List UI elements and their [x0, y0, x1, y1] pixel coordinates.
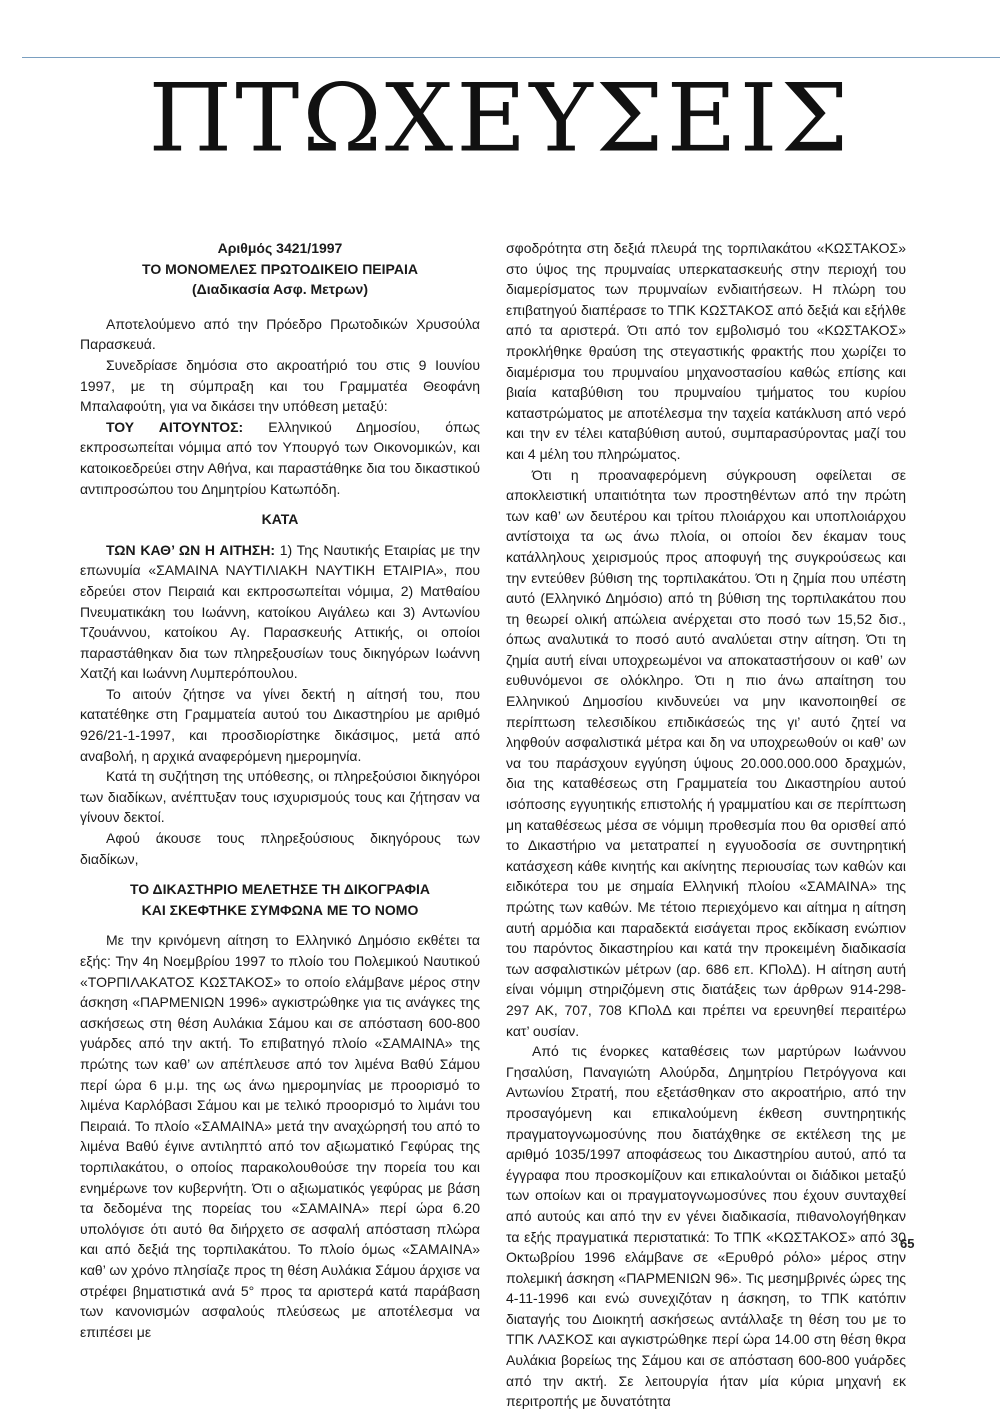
paragraph: Από τις ένορκες καταθέσεις των μαρτύρων Ιωάννου Γησαλύση, Παναγιώτη Αλούρδα, Δημητρίου Πετρόγγονα και Αντωνίου Στρατή, που εξετάσθηκαν στο ακροατήριο, από την προσαγόμενη και επικαλούμενη έκθεση συντηρητικής πραγματογνωμοσύνης που διατάχθηκε σε εκτέλεση της με αριθμό 1035/1997 αποφάσεως του Δικαστηρίου αυτού, από τα έγγραφα που προσκομίζουν και επικαλούνται οι διάδικοι μεταξύ των οποίων και οι πραγματογνωμοσύνες που έχουν συνταχθεί από αυτούς και από την εν γένει διαδικασία, πιθανολογήθηκαν τα εξής πραγματικά περιστατικά: Το ΤΠΚ «ΚΩΣΤΑΚΟΣ» από 30 Οκτωβρίου 1996 ελάμβανε σε «Ερυθρό ρόλο» μέρος στην πολεμική άσκηση «ΠΑΡΜΕΝΙΩΝ 96». Τις μεσημβρινές ώρες της 4-11-1996 και ενώ συνεχιζόταν η άσκηση, το ΤΠΚ κατόπιν διαταγής του Διοικητή ασκήσεως αντάλλαξε τη θέση του με το ΤΠΚ ΛΑΣΚΟΣ και αγκιστρώθηκε περί ώρα 14.00 στη θέση θκρα Αυλάκια βορείως της Σάμου και σε απόσταση 600-800 γυάρδες από την ακτή. Σε λειτουργία ήταν μία κύρια μηχανή εκ περιτροπής με δυνατότητα — [506, 1043, 906, 1410]
court-studied-heading: ΤΟ ΔΙΚΑΣΤΗΡΙΟ ΜΕΛΕΤΗΣΕ ΤΗ ΔΙΚΟΓΡΑΦΙΑ — [129, 881, 431, 898]
paragraph: Αποτελούμενο από την Πρόεδρο Πρωτοδικών Χρυσούλα Παρασκευά. — [80, 315, 480, 353]
paragraph: Κατά τη συζήτηση της υπόθεσης, οι πληρεξούσιοι δικηγόροι των διαδίκων, ανέπτυξαν τους ισχυρισμούς τους και ζήτησαν να γίνουν δεκτοί. — [80, 768, 480, 826]
right-column — [506, 238, 906, 1412]
paragraph: Με την κρινόμενη αίτηση το Ελληνικό Δημόσιο εκθέτει τα εξής: Την 4η Νοεμβρίου 1997 το πλοίο του Πολεμικού Ναυτικού «ΤΟΡΠΙΛΑΚΑΤΟΣ ΚΩΣΤΑΚΟΣ» το οποίο ελάμβανε μέρος στην άσκηση «ΠΑΡΜΕΝΙΩΝ 1996» αγκιστρώθηκε για τις ανάγκες της ασκήσεως στη θέση Αυλάκια Σάμου και σε απόσταση 600-800 γυάρδες από την ακτή. Το επιβατηγό πλοίο «ΣΑΜΑΙΝΑ» της πρώτης των καθ’ ων απέπλευσε από τον λιμένα Βαθύ Σάμου περί ώρα 6 μ.μ. της ως άνω ημερομηνίας με προορισμό το λιμένα Καρλόβασι Σάμου και με τελικό προορισμό το λιμάνι του Πειραιά. Το πλοίο «ΣΑΜΑΙΝΑ» μετά την αναχώρησή του από το λιμένα Βαθύ έγινε αντιληπτό από τον αξιωματικό Γεφύρας της τορπιλακάτου, ο οποίος παρακολουθούσε την πορεία του και ενημέρωνε τον κυβερνήτη. Ότι ο αξιωματικός γεφύρας με βάση τα δεδομένα της πορείας του «ΣΑΜΑΙΝΑ» περί ώρα 6.20 υπολόγισε ότι αυτό θα διήρχετο σε ασφαλή απόσταση πλώρα και από δεξιά της τορπιλακάτου. Το πλοίο όμως «ΣΑΜΑΙΝΑ» καθ’ ων χρόνο πλησίαζε προς τη θέση Αυλάκια Σάμου άρχισε να στρέφει βηματιστικά ανά 5° προς τα αριστερά κατά παράβαση των κανονισμών ασφαλούς πλεύσεως με αποτέλεσμα να επιπέσει με — [80, 932, 480, 1340]
court-considered-heading: ΚΑΙ ΣΚΕΦΤΗΚΕ ΣΥΜΦΩΝΑ ΜΕ ΤΟ ΝΟΜΟ — [141, 901, 419, 918]
applicant-paragraph — [80, 417, 480, 499]
left-column — [80, 238, 480, 1342]
respondents-label: ΤΩΝ ΚΑΘ’ ΩΝ Η ΑΙΤΗΣΗ: — [106, 541, 276, 558]
applicant-label: ΤΟΥ ΑΙΤΟΥΝΤΟΣ: — [106, 418, 244, 435]
page-title: ΠΤΩΧΕΥΣΕΙΣ — [148, 63, 852, 173]
paragraph: Ότι η προαναφερόμενη σύγκρουση οφείλεται σε αποκλειστική υπαιτιότητα των προστηθέντων από την πρώτη των καθ’ ων δευτέρου και τρίτου πλοιάρχου και υποπλοιάρχου αντίστοιχα τα ως άνω πλοία, οι οποίοι δεν έκαμαν τους κατάλληλους χειρισμούς προς αποφυγή της συγκρούσεως και την εντεύθεν βύθιση της τορπιλακάτου. Ότι η ζημία που υπέστη αυτό (Ελληνικό Δημόσιο) από τη βύθιση της τορπιλακάτου που τη θεωρεί ολική απώλεια ανέρχεται στο ποσό των 15,52 δισ., όπως αναλυτικά το ποσό αυτό αναλύεται στην αίτηση. Ότι τη ζημία αυτή είναι υποχρεωμένοι να αποκαταστήσουν οι καθ’ ων ευθυνόμενοι σε ολόκληρο. Ότι η πιο άνω απαίτηση του Ελληνικού Δημοσίου κινδυνεύει να μην ικανοποιηθεί σε περίπτωση τελεσιδίκου επιδικάσεώς της γι’ αυτό ζητεί να ληφθούν ασφαλιστικά μέτρα και δη να υποχρεωθούν οι καθ’ ων να του παράσχουν εγγύηση ύψους 20.000.000.000 δραχμών, δια της καταθέσεως στη Γραμματεία του Δικαστηρίου αυτού ισόποσης εγγυητικής επιστολής ή γραμματίου και σε περίπτωση μη καταθέσεως μέσα σε νόμιμη προθεσμία που θα ορισθεί από το Δικαστήριο να μετατραπεί η εγγυοδοσία σε συντηρητική κατάσχεση κάθε κινητής και ακίνητης περιουσίας των καθών και ειδικότερα του με σημαία Ελληνική πλοίου «ΣΑΜΑΙΝΑ» της πρώτης των καθών. Με τέτοιο περιεχόμενο και αίτημα η αίτηση αυτή αρμόδια και παραδεκτά εισάγεται προς εκδίκαση ενώπιον του παρόντος δικαστηρίου και κατά την προκειμένη διαδικασία των ασφαλιστικών μέτρων (αρ. 686 επ. ΚΠολΔ). Η αίτηση αυτή είναι νόμιμη στηριζόμενη στις διατάξεις των άρθρων 914-298-297 ΑΚ, 707, 708 ΚΠολΔ και πρέπει να ερευνηθεί περαιτέρω κατ’ ουσίαν. — [506, 466, 906, 1039]
page-number: 65 — [900, 1236, 915, 1251]
kata-heading: ΚΑΤΑ — [261, 511, 299, 528]
paragraph: Το αιτούν ζήτησε να γίνει δεκτή η αίτησή του, που κατατέθηκε στη Γραμματεία αυτού του Δικαστηρίου με αριθμό 926/21-1-1997, και προσδιορίστηκε δικάσιμος, μετά από αναβολή, η αρχικά αναφερόμενη ημερομηνία. — [80, 685, 480, 764]
top-rule — [22, 57, 1000, 58]
paragraph: Συνεδρίασε δημόσια στο ακροατήριό του στις 9 Ιουνίου 1997, με τη σύμπραξη και του Γραμματέα Θεοφάνη Μπαλαφούτη, για να δικάσει την υπόθεση μεταξύ: — [80, 356, 480, 415]
paragraph: σφοδρότητα στη δεξιά πλευρά της τορπιλακάτου «ΚΩΣΤΑΚΟΣ» στο ύψος της πρυμναίας υπερκατασκευής στην περιοχή του διαμερίσματος των πρυμναίων ενδιαιτήσεων. Η πλώρη του επιβατηγού διαπέρασε το ΤΠΚ ΚΩΣΤΑΚΟΣ από δεξιά και εξήλθε από τα αριστερά. Ότι από τον εμβολισμό του «ΚΩΣΤΑΚΟΣ» προκλήθηκε θραύση της στεγαστικής φρακτής που χωρίζει το διαμέρισμα του πρυμναίου μηχανοστασίου καθώς επίσης και βιαία καταβύθιση του πρυμναίου τμήματος του κυρίου καταστρώματος με αποτέλεσμα την ταχεία κατάκλυση από νερό και την εν τέλει καταβύθιση αυτού, συμπαρασύροντας μαζί του και 4 μέλη του πληρώματος. — [506, 240, 906, 462]
respondents-paragraph — [80, 540, 480, 684]
paragraph: Αφού άκουσε τους πληρεξούσιους δικηγόρους των διαδίκων, — [80, 830, 480, 867]
applicant-text: Ελληνικού Δημοσίου, όπως εκπροσωπείται νόμιμα από τον Υπουργό των Οικονομικών, και κατοικοεδρεύει στην Αθήνα, και παραστάθηκε δια του δικαστικού αντιπροσώπου του Δημητρίου Κατωπόδη. — [80, 418, 480, 497]
procedure-heading: (Διαδικασία Ασφ. Μετρων) — [192, 281, 368, 298]
respondents-text: 1) Της Ναυτικής Εταιρίας με την επωνυμία «ΣΑΜΑΙΝΑ ΝΑΥΤΙΛΙΑΚΗ ΝΑΥΤΙΚΗ ΕΤΑΙΡΙΑ», που εδρεύει στον Πειραιά και εκπροσωπείται νόμιμα, 2) Ματθαίου Πνευματικάκη του Ιωάννη, κατοίκου Αιγάλεω και 3) Αντωνίου Τζουάννου, κατοίκου Αγ. Παρασκευής Αττικής, οι οποίοι παραστάθηκαν δια των πληρεξουσίων τους δικηγόρων Ιωάννη Χατζή και Ιωάννη Λυμπερόπουλου. — [80, 541, 480, 682]
decision-number-heading: Αριθμός 3421/1997 — [217, 240, 343, 256]
court-name-heading: ΤΟ ΜΟΝΟΜΕΛΕΣ ΠΡΩΤΟΔΙΚΕΙΟ ΠΕΙΡΑΙΑ — [142, 260, 418, 277]
